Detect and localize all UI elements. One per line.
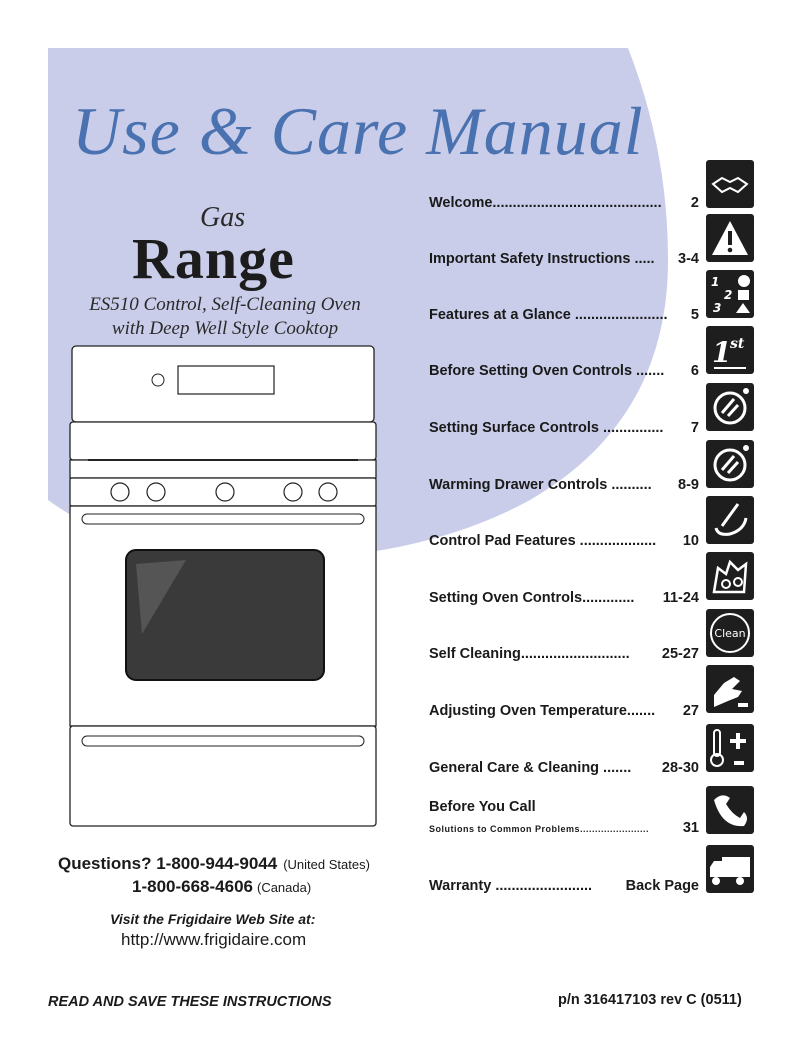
website-url[interactable]: http://www.frigidaire.com <box>121 930 307 949</box>
toc-item-oven-controls[interactable]: Setting Oven Controls............. 11-24 <box>429 590 699 606</box>
part-number: p/n 316417103 rev C (0511) <box>558 992 742 1008</box>
hand-adjust-icon <box>706 665 754 713</box>
toc-item-oven-temp[interactable]: Adjusting Oven Temperature....... 27 <box>429 703 699 719</box>
truck-icon <box>706 845 754 893</box>
oven-controls-icon <box>706 552 754 600</box>
svg-text:1: 1 <box>711 275 720 289</box>
questions-us-phone: Questions? 1-800-944-9044 (United States) <box>58 854 370 873</box>
manual-title: Use & Care Manual <box>72 93 644 169</box>
read-save-notice: READ AND SAVE THESE INSTRUCTIONS <box>48 994 332 1010</box>
toc-item-safety[interactable]: Important Safety Instructions ..... 3-4 <box>429 251 699 267</box>
svg-text:st: st <box>730 336 745 352</box>
thermometer-icon <box>706 724 754 772</box>
visit-website-label: Visit the Frigidaire Web Site at: <box>110 911 316 927</box>
svg-text:2: 2 <box>724 288 733 302</box>
handshake-icon <box>706 160 754 208</box>
toc-item-care-cleaning[interactable]: General Care & Cleaning ....... 28-30 <box>429 760 699 776</box>
toc-item-before-oven[interactable]: Before Setting Oven Controls ....... 6 <box>429 363 699 379</box>
svg-text:1: 1 <box>712 336 732 369</box>
canada-phone: 1-800-668-4606 (Canada) <box>132 877 312 896</box>
svg-text:Clean: Clean <box>714 627 746 640</box>
toc-item-control-pad[interactable]: Control Pad Features ................... 10 <box>429 533 699 549</box>
phone-icon <box>706 786 754 834</box>
burner-knob-icon <box>706 383 754 431</box>
warning-icon <box>706 214 754 262</box>
svg-text:3: 3 <box>713 301 722 315</box>
toc-item-surface[interactable]: Setting Surface Controls ............... 7 <box>429 420 699 436</box>
product-type: Gas <box>200 202 246 233</box>
toc-item-warranty[interactable]: Warranty ........................ Back Page <box>429 878 699 894</box>
product-subtitle-line2: with Deep Well Style Cooktop <box>111 318 339 339</box>
clean-icon <box>706 609 754 657</box>
touch-pad-icon <box>706 496 754 544</box>
toc-item-welcome[interactable]: Welcome.......................................... 2 <box>429 195 699 211</box>
toc-item-warming[interactable]: Warming Drawer Controls .......... 8-9 <box>429 477 699 493</box>
toc-item-before-call[interactable]: Before You Call <box>429 799 536 815</box>
product-subtitle-line1: ES510 Control, Self-Cleaning Oven <box>89 294 361 315</box>
toc-item-features[interactable]: Features at a Glance ....................... 5 <box>429 307 699 323</box>
numbered-shapes-icon <box>706 270 754 318</box>
product-name: Range <box>132 226 295 291</box>
toc-item-self-cleaning[interactable]: Self Cleaning........................... 25-27 <box>429 646 699 662</box>
first-icon <box>706 326 754 374</box>
range-illustration <box>68 344 378 828</box>
burner-knob-icon <box>706 440 754 488</box>
toc-item-common-problems[interactable]: Solutions to Common Problems....................... 31 <box>429 820 699 836</box>
